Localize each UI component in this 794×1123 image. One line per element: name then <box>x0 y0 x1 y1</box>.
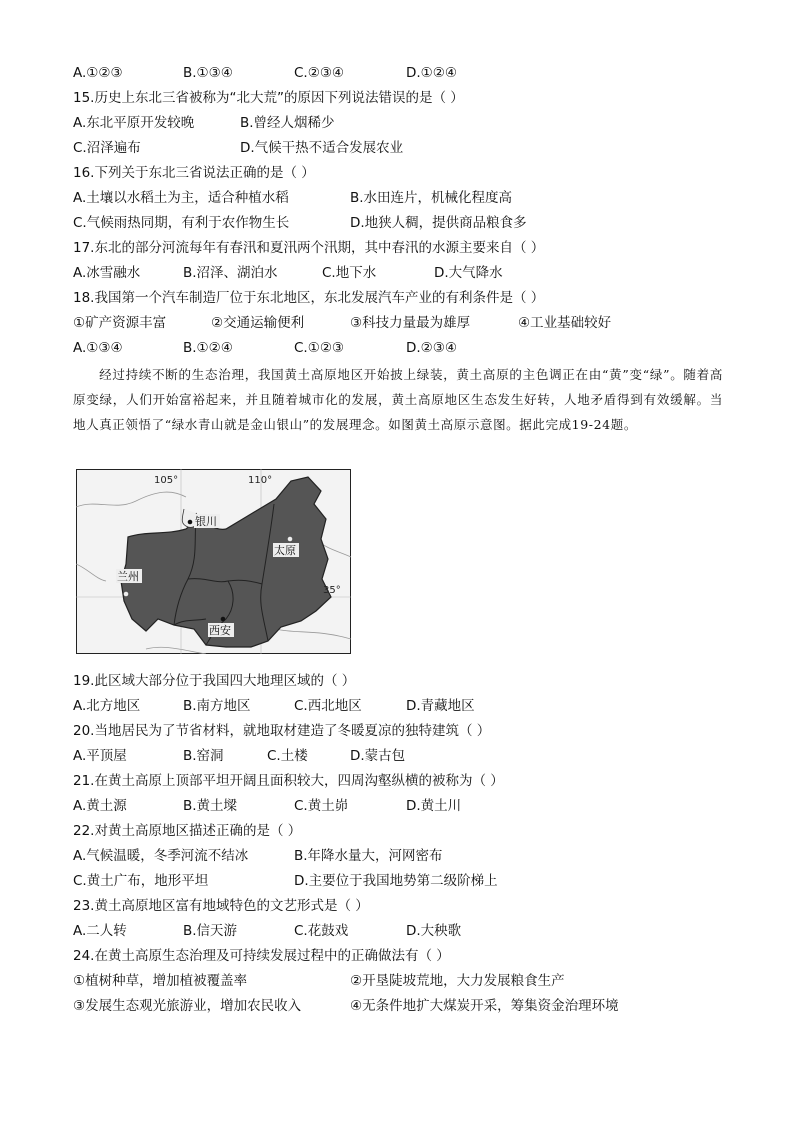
longitude-110-label: 110° <box>248 475 273 486</box>
q24-item-3: ③发展生态观光旅游业，增加农民收入 <box>73 998 302 1014</box>
q18-condition-1: ①矿产资源丰富 <box>73 315 167 331</box>
q16-stem: 16.下列关于东北三省说法正确的是（ ） <box>73 165 315 181</box>
q18-option-a[interactable]: A.①③④ <box>73 340 123 356</box>
q17-option-d[interactable]: D.大气降水 <box>434 265 503 281</box>
q24-stem: 24.在黄土高原生态治理及可持续发展过程中的正确做法有（ ） <box>73 948 450 964</box>
q21-option-d[interactable]: D.黄土川 <box>406 798 462 814</box>
q21-option-c[interactable]: C.黄土峁 <box>294 798 349 814</box>
q19-option-a[interactable]: A.北方地区 <box>73 698 141 714</box>
q18-condition-2: ②交通运输便利 <box>211 315 305 331</box>
yinchuan-label: 银川 <box>195 515 217 528</box>
q15-option-c[interactable]: C.沼泽遍布 <box>73 140 141 156</box>
q19-option-c[interactable]: C.西北地区 <box>294 698 362 714</box>
lanzhou-label: 兰州 <box>117 570 139 583</box>
yinchuan-dot <box>188 520 193 525</box>
q15-option-d[interactable]: D.气候干热不适合发展农业 <box>240 140 404 156</box>
reading-passage <box>73 362 723 437</box>
q23-option-a[interactable]: A.二人转 <box>73 923 127 939</box>
q14-option-b[interactable]: B.①③④ <box>183 65 233 81</box>
q21-stem: 21.在黄土高原上顶部平坦开阔且面积较大，四周沟壑纵横的被称为（ ） <box>73 773 504 789</box>
q17-option-a[interactable]: A.冰雪融水 <box>73 265 141 281</box>
q18-stem: 18.我国第一个汽车制造厂位于东北地区，东北发展汽车产业的有利条件是（ ） <box>73 290 545 306</box>
loess-plateau-map <box>76 469 351 654</box>
q20-stem: 20.当地居民为了节省材料，就地取材建造了冬暖夏凉的独特建筑（ ） <box>73 723 491 739</box>
lanzhou-dot <box>124 592 129 597</box>
q21-option-a[interactable]: A.黄土源 <box>73 798 127 814</box>
q22-option-d[interactable]: D.主要位于我国地势第二级阶梯上 <box>294 873 498 889</box>
q16-option-a[interactable]: A.土壤以水稻土为主，适合种植水稻 <box>73 190 289 206</box>
q24-item-2: ②开垦陡坡荒地，大力发展粮食生产 <box>350 973 565 989</box>
q24-item-4: ④无条件地扩大煤炭开采，筹集资金治理环境 <box>350 998 619 1014</box>
taiyuan-label: 太原 <box>274 544 296 557</box>
q15-option-b[interactable]: B.曾经人烟稀少 <box>240 115 335 131</box>
q16-option-b[interactable]: B.水田连片，机械化程度高 <box>350 190 513 206</box>
q23-option-c[interactable]: C.花鼓戏 <box>294 923 349 939</box>
q16-option-c[interactable]: C.气候雨热同期，有利于农作物生长 <box>73 215 290 231</box>
taiyuan-dot <box>288 537 293 542</box>
xian-label: 西安 <box>209 624 231 637</box>
q21-option-b[interactable]: B.黄土墚 <box>183 798 238 814</box>
xian-dot <box>221 617 226 622</box>
q19-stem: 19.此区域大部分位于我国四大地理区域的（ ） <box>73 673 356 689</box>
q19-option-d[interactable]: D.青藏地区 <box>406 698 475 714</box>
q18-condition-3: ③科技力量最为雄厚 <box>350 315 471 331</box>
q14-option-a[interactable]: A.①②③ <box>73 65 123 81</box>
q20-option-a[interactable]: A.平顶屋 <box>73 748 127 764</box>
q17-option-b[interactable]: B.沼泽、湖泊水 <box>183 265 278 281</box>
q14-option-d[interactable]: D.①②④ <box>406 65 457 81</box>
q18-condition-4: ④工业基础较好 <box>518 315 612 331</box>
q14-option-c[interactable]: C.②③④ <box>294 65 345 81</box>
q20-option-d[interactable]: D.蒙古包 <box>350 748 406 764</box>
q22-option-b[interactable]: B.年降水量大，河网密布 <box>294 848 443 864</box>
q22-stem: 22.对黄土高原地区描述正确的是（ ） <box>73 823 302 839</box>
q17-stem: 17.东北的部分河流每年有春汛和夏汛两个汛期，其中春汛的水源主要来自（ ） <box>73 240 545 256</box>
q22-option-c[interactable]: C.黄土广布，地形平坦 <box>73 873 209 889</box>
q23-option-b[interactable]: B.信天游 <box>183 923 238 939</box>
q15-option-a[interactable]: A.东北平原开发较晚 <box>73 115 195 131</box>
q24-item-1: ①植树种草，增加植被覆盖率 <box>73 973 248 989</box>
longitude-105-label: 105° <box>154 475 179 486</box>
q23-option-d[interactable]: D.大秧歌 <box>406 923 462 939</box>
q17-option-c[interactable]: C.地下水 <box>322 265 377 281</box>
reading-passage-text: 经过持续不断的生态治理，我国黄土高原地区开始披上绿装，黄土高原的主色调正在由“黄”变“绿”。随着高原变绿，人们开始富裕起来，并且随着城市化的发展，黄土高原地区生态发生好转，人地矛盾得到有效缓解。当地人真正领悟了“绿水青山就是金山银山”的发展理念。如图黄土高原示意图。据此完成19-24题。 <box>73 367 723 432</box>
q18-option-b[interactable]: B.①②④ <box>183 340 233 356</box>
q20-option-b[interactable]: B.窑洞 <box>183 748 224 764</box>
q23-stem: 23.黄土高原地区富有地域特色的文艺形式是（ ） <box>73 898 369 914</box>
q20-option-c[interactable]: C.土楼 <box>267 748 308 764</box>
q18-option-c[interactable]: C.①②③ <box>294 340 345 356</box>
q15-stem: 15.历史上东北三省被称为“北大荒”的原因下列说法错误的是（ ） <box>73 90 464 106</box>
latitude-35-label: 35° <box>323 585 341 596</box>
q18-option-d[interactable]: D.②③④ <box>406 340 457 356</box>
q16-option-d[interactable]: D.地狭人稠，提供商品粮食多 <box>350 215 527 231</box>
q22-option-a[interactable]: A.气候温暖，冬季河流不结冰 <box>73 848 249 864</box>
q19-option-b[interactable]: B.南方地区 <box>183 698 251 714</box>
